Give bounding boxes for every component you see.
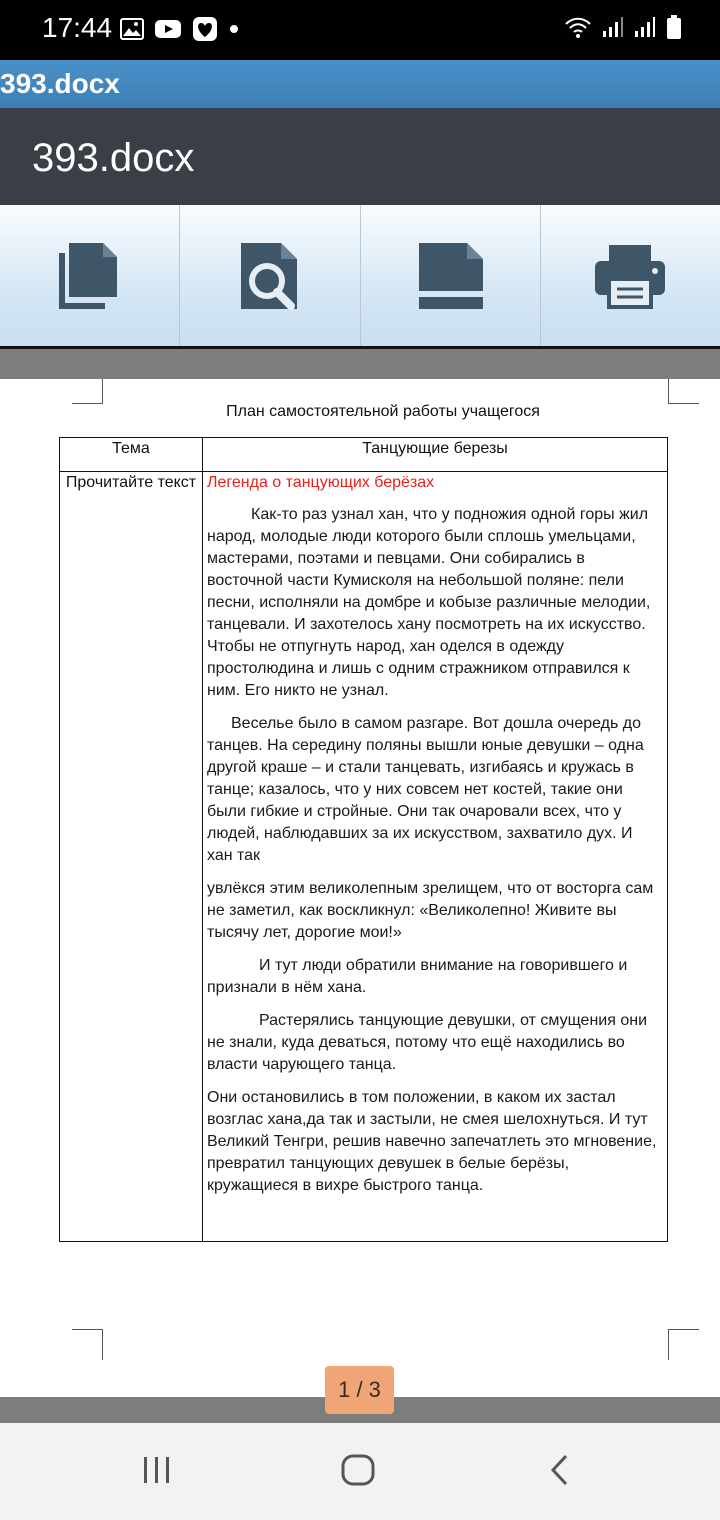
status-time: 17:44	[42, 12, 113, 43]
dot-icon	[228, 23, 240, 35]
recent-apps-icon	[140, 1453, 174, 1487]
text-paragraph: Веселье было в самом разгаре. Вот дошла очередь до танцев. На середину поляны вышли юные девушки – одна другой краше – и стали танцевать, изгибаясь и кружась в танце; казалось, что у них совсем нет костей, такие они были гибкие и стройные. Они так очаровали всех, что у людей, наблюдавших за их искусством, захватило дух. И хан так	[207, 715, 644, 864]
search-document-icon	[235, 239, 305, 313]
app-header	[0, 108, 720, 205]
page-view-button[interactable]	[361, 205, 541, 346]
search-document-button[interactable]	[180, 205, 360, 346]
page-corner-marker	[72, 1329, 103, 1360]
text-paragraph: Они остановились в том положении, в каком их застал возглас хана,да так и застыли, не смея шелохнуться. И тут Великий Тенгри, решив навечно запечатлеть это мгновение, превратил танцующих девушек в белые берёзы, кружащиеся в вихре быстрого танца.	[207, 1089, 657, 1194]
text-paragraph: увлёкся этим великолепным зрелищем, что от восторга сам не заметил, как воскликнул: «Великолепно! Живите вы тысячу лет, дорогие мои!»	[207, 880, 654, 941]
status-system-icons	[564, 14, 682, 40]
image-icon	[120, 18, 144, 40]
page-indicator: 1 / 3	[325, 1366, 394, 1414]
table-column-divider	[202, 438, 203, 1241]
page-corner-marker	[72, 379, 103, 404]
home-button[interactable]	[340, 1453, 376, 1492]
table-cell-text	[207, 472, 662, 1208]
document-gutter-top	[0, 349, 720, 379]
tab-title[interactable]: 393.docx	[0, 68, 120, 99]
copy-icon	[55, 239, 125, 313]
table-header-topic: Тема	[112, 440, 150, 457]
print-button[interactable]	[541, 205, 720, 346]
document-heading: План самостоятельной работы учащегося	[226, 403, 540, 420]
app-title: 393.docx	[32, 136, 195, 180]
system-nav-bar	[0, 1423, 720, 1520]
print-icon	[593, 241, 667, 311]
youtube-icon	[154, 18, 182, 40]
legend-title: Легенда о танцующих берёзах	[207, 474, 435, 491]
plan-table	[59, 437, 668, 1242]
text-paragraph: И тут люди обратили внимание на говорившего и признали в нём хана.	[207, 957, 628, 996]
back-icon	[546, 1453, 576, 1487]
browser-tab-strip	[0, 60, 720, 108]
heart-app-icon	[192, 16, 218, 42]
signal-icon	[602, 15, 624, 39]
status-notifications	[120, 16, 240, 42]
battery-icon	[666, 14, 682, 40]
home-icon	[340, 1453, 376, 1487]
back-button[interactable]	[546, 1453, 576, 1492]
page-corner-marker	[668, 379, 699, 404]
table-cell-task: Прочитайте текст	[65, 474, 197, 491]
document-toolbar	[0, 205, 720, 349]
table-header-title: Танцующие березы	[362, 440, 508, 457]
status-bar	[0, 0, 720, 60]
signal-icon-2	[634, 15, 656, 39]
page-corner-marker	[668, 1329, 699, 1360]
recent-apps-button[interactable]	[140, 1453, 174, 1492]
document-page[interactable]	[0, 379, 720, 1397]
page-view-icon	[415, 239, 485, 313]
text-paragraph: Растерялись танцующие девушки, от смущения они не знали, куда деваться, потому что ещё находились во власти чарующего танца.	[207, 1012, 647, 1073]
text-paragraph: Как-то раз узнал хан, что у подножия одной горы жил народ, молодые люди которого были сплошь умельцами, мастерами, поэтами и певцами. Они собирались в восточной части Кумисколя на небольшой поляне: пели песни, исполняли на домбре и кобызе различные мелодии, танцевали. И захотелось хану посмотреть на их искусство. Чтобы не отпугнуть народ, хан оделся в одежду простолюдина и лишь с одним стражником отправился к ним. Его никто не узнал.	[207, 506, 651, 699]
copy-button[interactable]	[0, 205, 180, 346]
wifi-icon	[564, 15, 592, 39]
